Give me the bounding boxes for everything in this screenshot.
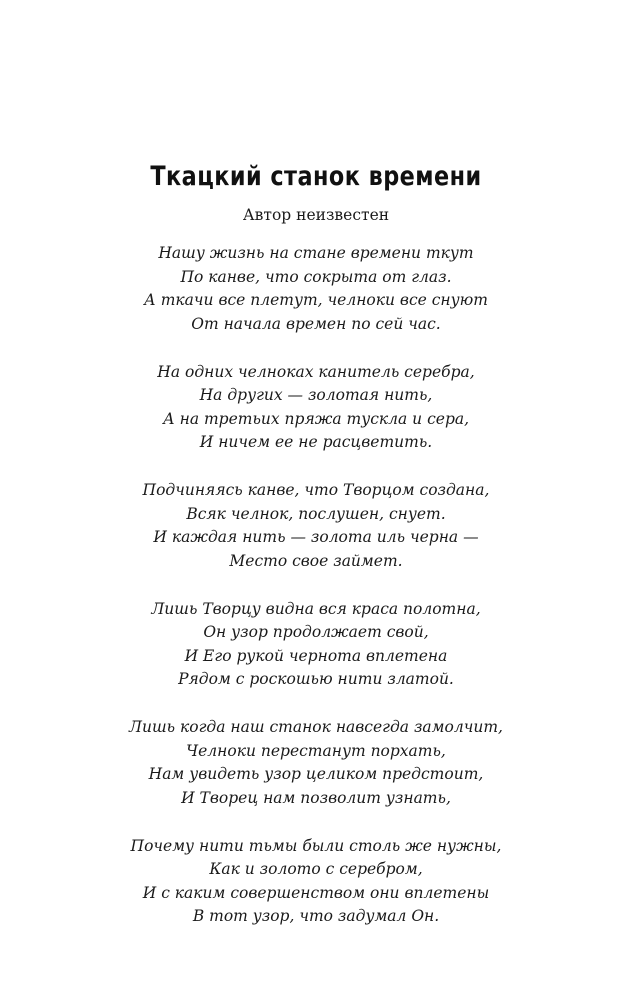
poem-line: Нам увидеть узор целиком предстоит, [148, 765, 484, 783]
poem-line: Нашу жизнь на стане времени ткут [158, 244, 474, 262]
poem-line: По канве, что сокрыта от глаз. [180, 267, 452, 286]
poem-line: И ничем ее не расцветить. [199, 433, 433, 451]
poem-line: Всяк челнок, послушен, снует. [186, 504, 446, 523]
poem-line: Лишь когда наш станок навсегда замолчит, [129, 718, 503, 736]
poem-line: Он узор продолжает свой, [203, 623, 429, 641]
poem-line: И Его рукой чернота вплетена [184, 646, 448, 665]
poem-line: В тот узор, что задумал Он. [192, 907, 440, 925]
stanza-5 [0, 716, 632, 810]
stanza-1 [0, 242, 632, 336]
poem-line: На других — золотая нить, [199, 386, 433, 404]
poem-line: Как и золото с серебром, [209, 860, 423, 878]
poem-author: Автор неизвестен [242, 206, 390, 224]
poem-line: И Творец нам позволит узнать, [181, 788, 451, 807]
poem-line: Почему нити тьмы были столь же нужны, [130, 836, 502, 855]
stanza-2 [0, 361, 632, 455]
poem-line: Рядом с роскошью нити златой. [178, 670, 454, 688]
poem-line: На одних челноках канитель серебра, [157, 362, 475, 381]
stanza-3 [0, 479, 632, 573]
poem-line: Лишь Творцу видна вся краса полотна, [151, 599, 481, 618]
poem-line: И с каким совершенством они вплетены [142, 883, 490, 902]
poem-line: А на третьих пряжа тускла и сера, [162, 409, 470, 428]
poem-line: Место свое займет. [229, 551, 403, 570]
poem-line: Подчиняясь канве, что Творцом создана, [142, 481, 490, 499]
poem-line: От начала времен по сей час. [191, 314, 441, 333]
poem-line: И каждая нить — золота иль черна — [153, 528, 479, 546]
poem-body [0, 242, 632, 953]
stanza-6 [0, 835, 632, 929]
poem-line: Челноки перестанут порхать, [186, 741, 446, 760]
stanza-4 [0, 598, 632, 692]
poem-line: А ткачи все плетут, челноки все снуют [144, 291, 488, 309]
poem-title: Ткацкий станок времени [150, 161, 482, 192]
